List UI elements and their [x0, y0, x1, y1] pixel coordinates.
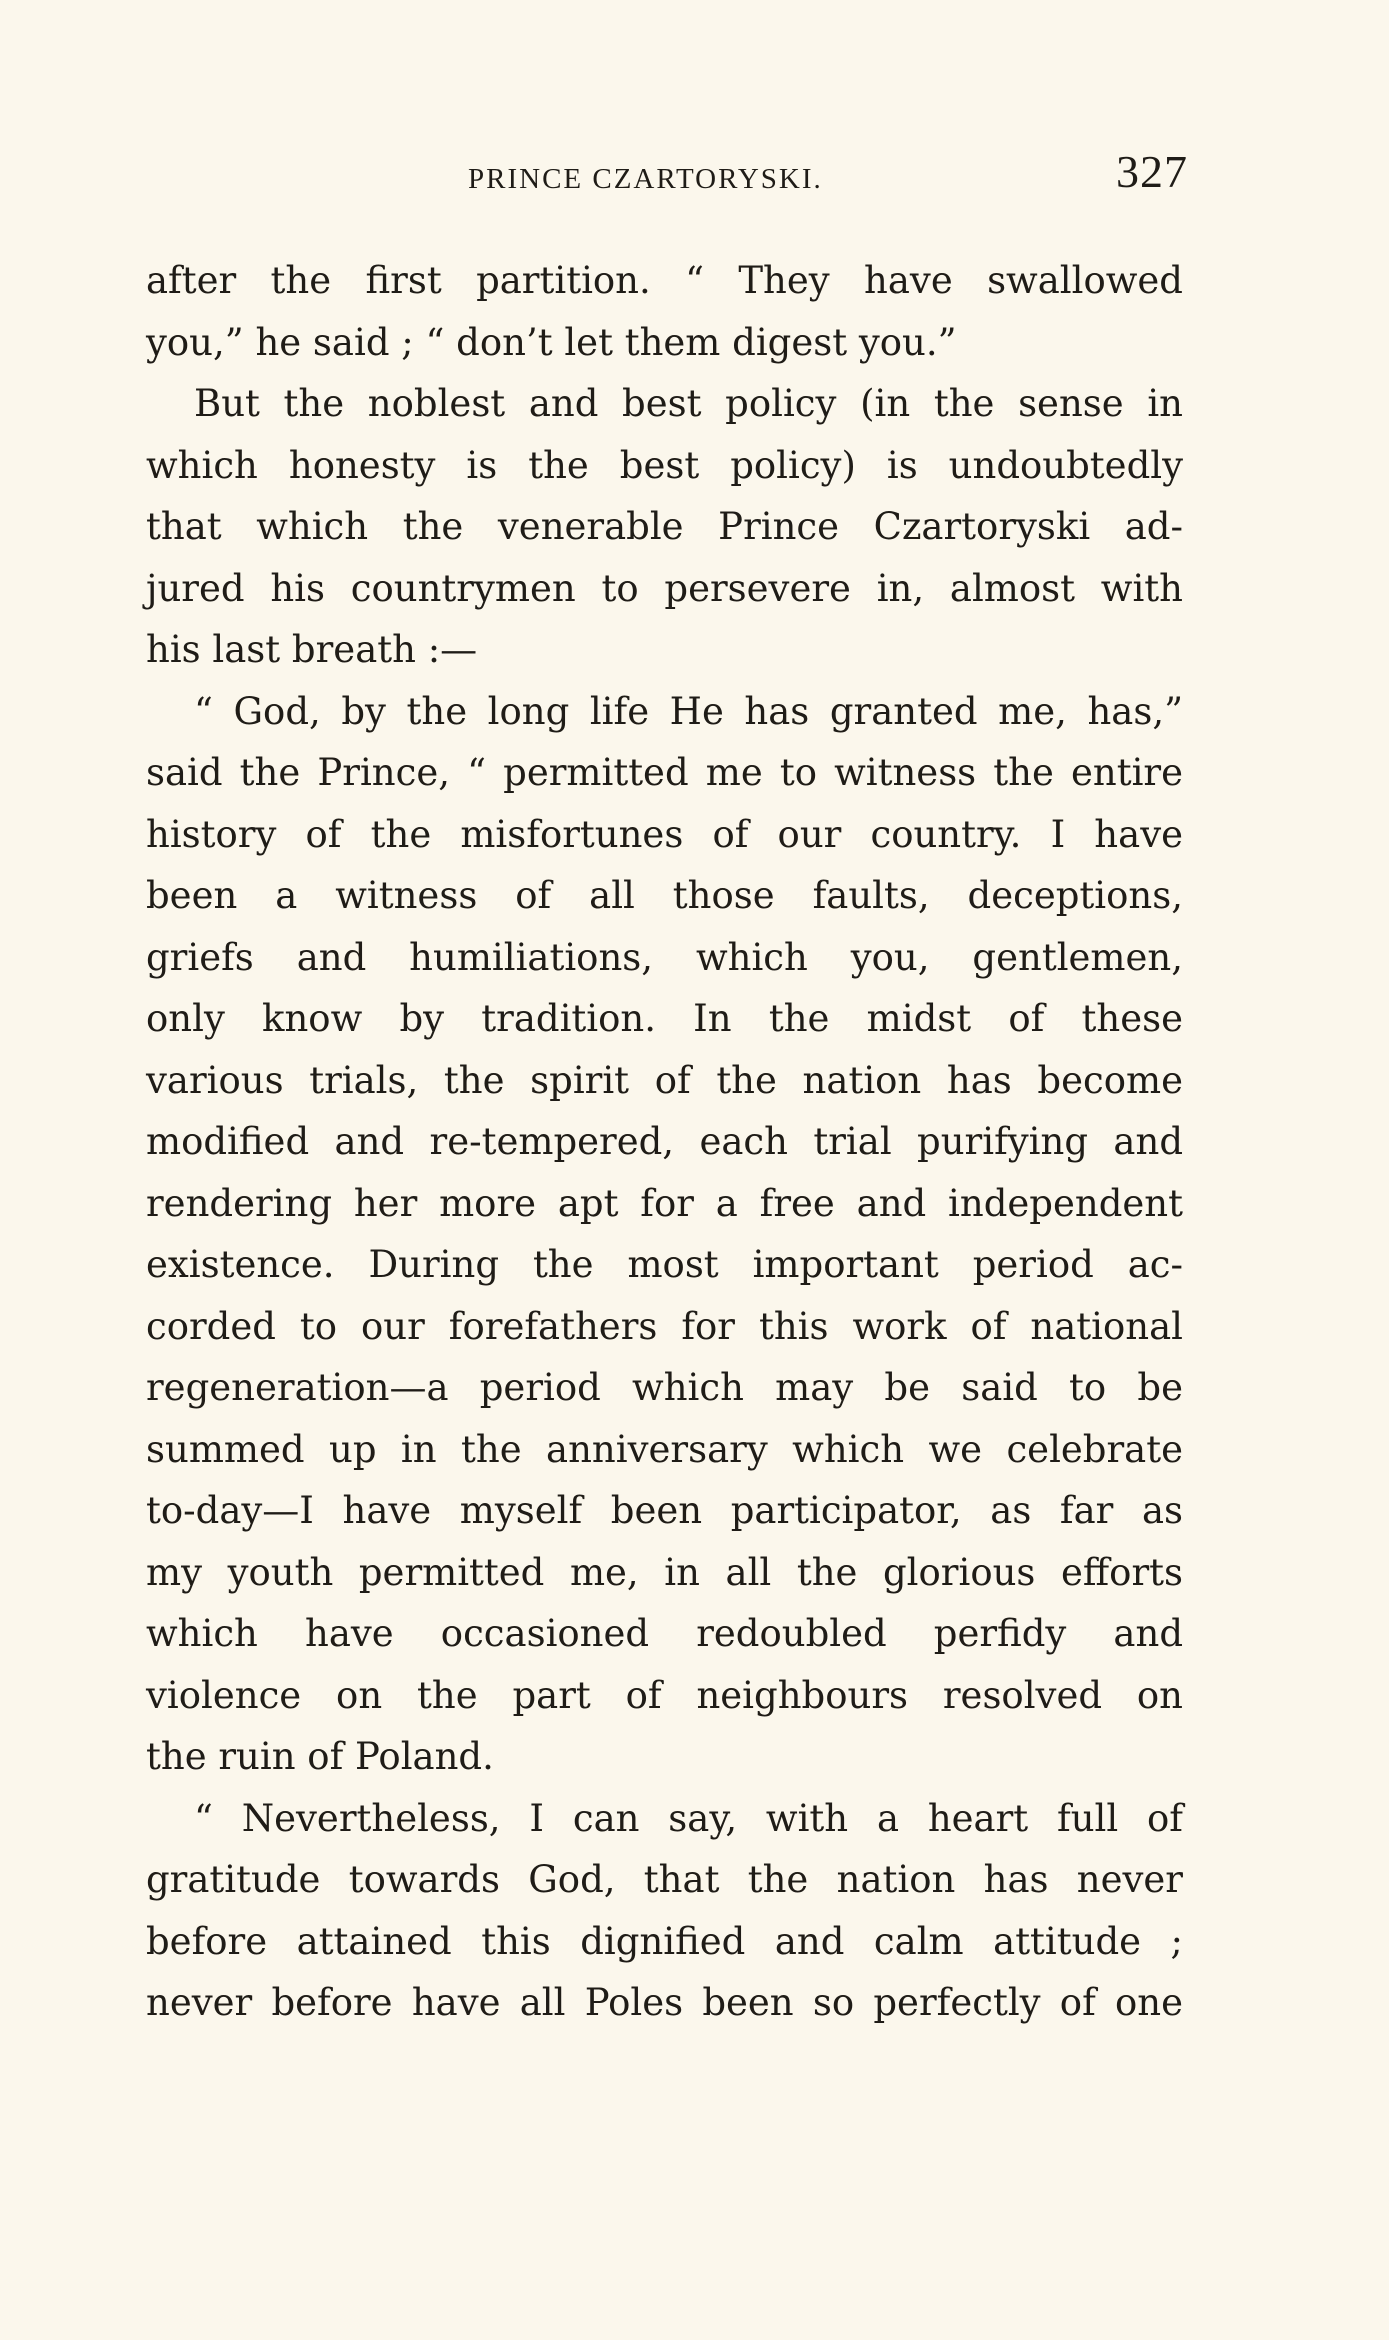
text-line: summed up in the anniversary which we celebrate: [146, 1427, 1183, 1471]
running-head: [138, 145, 1188, 205]
text-line: that which the venerable Prince Czartoryski ad-: [146, 505, 1183, 548]
text-line: his last breath :—: [146, 628, 478, 671]
text-line: existence. During the most important period ac-: [146, 1243, 1183, 1286]
paragraph-first-line: “ God, by the long life He has granted me, has,”: [194, 689, 1183, 733]
page-number: 327: [1116, 146, 1188, 197]
text-line: my youth permitted me, in all the glorious efforts: [146, 1550, 1183, 1594]
running-title: PRINCE CZARTORYSKI.: [468, 163, 823, 195]
text-line: been a witness of all those faults, deceptions,: [146, 874, 1183, 917]
body-text: [146, 250, 1183, 2034]
text-line: rendering her more apt for a free and independent: [146, 1181, 1183, 1225]
text-line: never before have all Poles been so perfectly of one: [146, 1981, 1183, 2024]
text-line: violence on the part of neighbours resolved on: [146, 1673, 1183, 1717]
text-line: which honesty is the best policy) is undoubtedly: [146, 443, 1183, 487]
text-line: gratitude towards God, that the nation has never: [146, 1858, 1183, 1901]
text-line: modified and re-tempered, each trial purifying and: [146, 1120, 1183, 1163]
text-line: which have occasioned redoubled perfidy and: [146, 1612, 1183, 1655]
paragraph-first-line: But the noblest and best policy (in the sense in: [194, 382, 1183, 425]
text-line: history of the misfortunes of our country. I have: [146, 812, 1183, 856]
paragraph-first-line: “ Nevertheless, I can say, with a heart full of: [194, 1796, 1183, 1840]
text-line: griefs and humiliations, which you, gentlemen,: [146, 935, 1183, 979]
text-line: said the Prince, “ permitted me to witness the entire: [146, 751, 1183, 794]
text-line: to-day—I have myself been participator, as far as: [146, 1489, 1183, 1532]
text-line: after the first partition. “ They have swallowed: [146, 259, 1183, 302]
text-line: the ruin of Poland.: [146, 1735, 494, 1778]
text-line: various trials, the spirit of the nation has become: [146, 1058, 1183, 1102]
text-line: corded to our forefathers for this work of national: [146, 1304, 1183, 1348]
text-line: before attained this dignified and calm attitude ;: [146, 1919, 1183, 1963]
text-line: regeneration—a period which may be said to be: [146, 1366, 1183, 1409]
text-line: you,” he said ; “ don’t let them digest you.”: [146, 320, 957, 364]
text-line: jured his countrymen to persevere in, almost with: [146, 566, 1183, 610]
text-line: only know by tradition. In the midst of these: [146, 997, 1183, 1040]
